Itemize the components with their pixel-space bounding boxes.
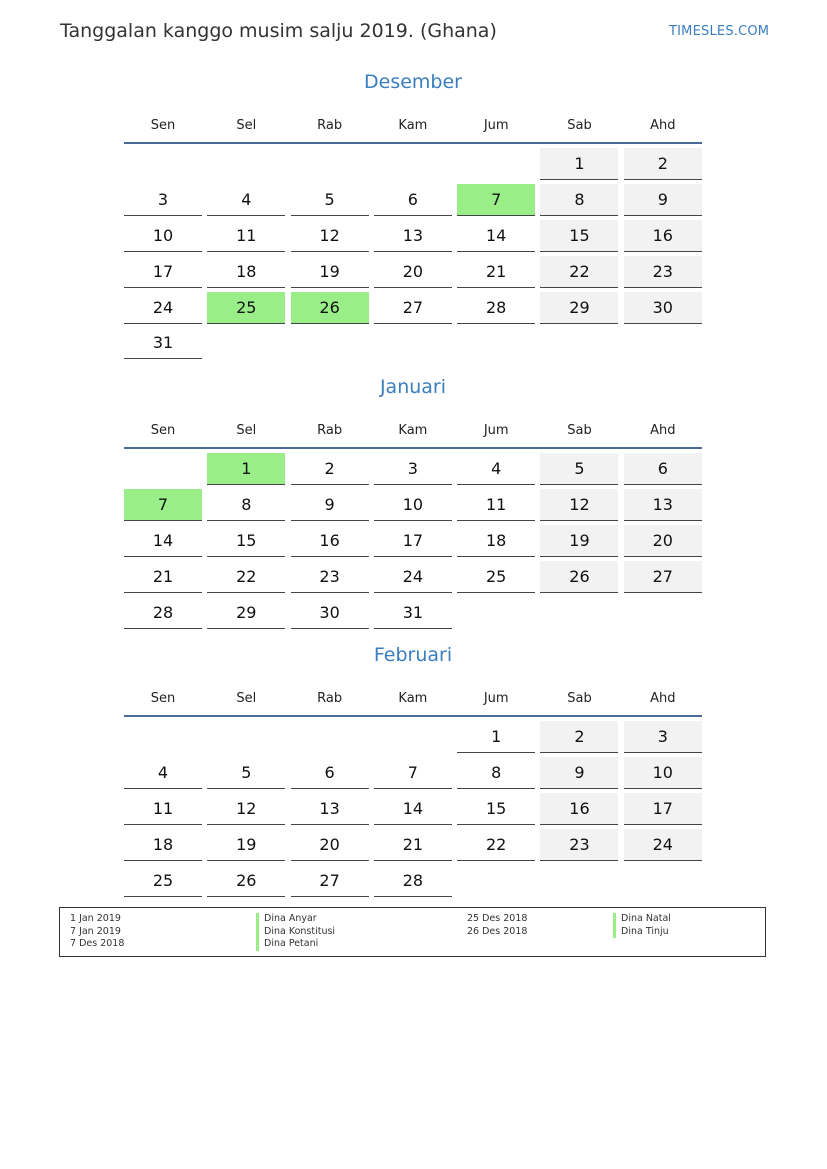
- day-cell: 21: [124, 561, 202, 593]
- day-cell: 15: [540, 220, 618, 252]
- day-cell: 6: [291, 757, 369, 789]
- day-cell: 12: [291, 220, 369, 252]
- day-cell: 2: [624, 148, 702, 180]
- weekday-label: Sen: [150, 422, 176, 438]
- week-row: [124, 721, 702, 753]
- day-cell: 28: [124, 597, 202, 629]
- legend-holiday-name: Dina Konstitusi: [256, 926, 335, 939]
- empty-day-cell: [374, 148, 452, 180]
- empty-day-cell: [374, 327, 452, 359]
- day-cell: 17: [124, 256, 202, 288]
- day-cell: 1: [457, 721, 535, 753]
- day-cell: 7: [457, 184, 535, 216]
- day-cell: 8: [207, 489, 285, 521]
- weekday-label: Jum: [483, 422, 509, 438]
- day-cell: 22: [540, 256, 618, 288]
- day-cell: 18: [207, 256, 285, 288]
- day-cell: 16: [540, 793, 618, 825]
- week-row: [124, 148, 702, 180]
- weekday-label: Rab: [317, 690, 343, 706]
- empty-day-cell: [291, 327, 369, 359]
- day-cell: 13: [374, 220, 452, 252]
- legend-date: 7 Jan 2019: [70, 925, 121, 937]
- weekday-label: Sel: [236, 117, 257, 133]
- week-row: [124, 220, 702, 252]
- week-row: [124, 757, 702, 789]
- legend-holiday-name: Dina Natal: [613, 913, 671, 926]
- day-cell: 16: [624, 220, 702, 252]
- month-name: Desember: [364, 71, 462, 93]
- day-cell: 20: [374, 256, 452, 288]
- day-cell: 4: [207, 184, 285, 216]
- weekday-label: Sel: [236, 690, 257, 706]
- empty-day-cell: [457, 865, 535, 897]
- week-row: [124, 256, 702, 288]
- day-cell: 24: [624, 829, 702, 861]
- day-cell: 1: [207, 453, 285, 485]
- day-cell: 26: [291, 292, 369, 324]
- day-cell: 18: [124, 829, 202, 861]
- day-cell: 25: [207, 292, 285, 324]
- weekday-label: Sab: [567, 690, 592, 706]
- day-cell: 1: [540, 148, 618, 180]
- day-cell: 4: [457, 453, 535, 485]
- day-cell: 6: [374, 184, 452, 216]
- day-cell: 5: [540, 453, 618, 485]
- legend-holiday-name: Dina Petani: [256, 938, 335, 951]
- day-cell: 25: [457, 561, 535, 593]
- week-row: [124, 327, 702, 359]
- day-cell: 23: [291, 561, 369, 593]
- weekday-label: Sen: [150, 117, 176, 133]
- day-cell: 30: [624, 292, 702, 324]
- week-row: [124, 561, 702, 593]
- weekday-label: Sab: [567, 117, 592, 133]
- empty-day-cell: [207, 721, 285, 753]
- legend-names-left: [256, 913, 335, 951]
- day-cell: 30: [291, 597, 369, 629]
- day-cell: 22: [207, 561, 285, 593]
- empty-day-cell: [457, 327, 535, 359]
- day-cell: 10: [374, 489, 452, 521]
- day-cell: 18: [457, 525, 535, 557]
- weekday-label: Ahd: [650, 117, 676, 133]
- empty-day-cell: [124, 148, 202, 180]
- weekday-header-row: [124, 677, 702, 717]
- day-cell: 29: [207, 597, 285, 629]
- legend-date: 25 Des 2018: [467, 913, 528, 924]
- day-cell: 27: [624, 561, 702, 593]
- day-cell: 2: [540, 721, 618, 753]
- day-cell: 31: [124, 327, 202, 359]
- weekday-label: Ahd: [650, 422, 676, 438]
- day-cell: 8: [540, 184, 618, 216]
- day-cell: 9: [624, 184, 702, 216]
- day-cell: 24: [374, 561, 452, 593]
- page-title: Tanggalan kanggo musim salju 2019. (Ghana): [60, 20, 497, 42]
- weekday-label: Kam: [398, 690, 428, 706]
- month-name: Januari: [379, 376, 447, 398]
- legend-date: 7 Des 2018: [70, 938, 125, 949]
- day-cell: 20: [291, 829, 369, 861]
- day-cell: 23: [624, 256, 702, 288]
- weekday-label: Jum: [483, 117, 509, 133]
- weekday-label: Jum: [483, 690, 509, 706]
- day-cell: 10: [624, 757, 702, 789]
- week-row: [124, 489, 702, 521]
- legend-dates-left: [70, 913, 124, 951]
- day-cell: 24: [124, 292, 202, 324]
- week-row: [124, 184, 702, 216]
- week-row: [124, 793, 702, 825]
- day-cell: 23: [540, 829, 618, 861]
- weekday-label: Sen: [150, 690, 176, 706]
- day-cell: 17: [624, 793, 702, 825]
- weekday-label: Kam: [398, 117, 428, 133]
- weekday-label: Sel: [236, 422, 257, 438]
- empty-day-cell: [291, 721, 369, 753]
- day-cell: 7: [374, 757, 452, 789]
- day-cell: 31: [374, 597, 452, 629]
- empty-day-cell: [540, 327, 618, 359]
- day-cell: 25: [124, 865, 202, 897]
- empty-day-cell: [624, 327, 702, 359]
- day-cell: 21: [457, 256, 535, 288]
- legend-date: 26 Des 2018: [467, 925, 528, 937]
- month-december: [124, 70, 702, 363]
- empty-day-cell: [291, 148, 369, 180]
- day-cell: 5: [207, 757, 285, 789]
- empty-day-cell: [624, 597, 702, 629]
- empty-day-cell: [374, 721, 452, 753]
- weekday-label: Kam: [398, 422, 428, 438]
- legend-holiday-name: Dina Tinju: [613, 926, 671, 939]
- weekday-label: Sab: [567, 422, 592, 438]
- month-february: [124, 643, 702, 900]
- day-cell: 12: [207, 793, 285, 825]
- legend-date: 1 Jan 2019: [70, 913, 121, 924]
- day-cell: 15: [457, 793, 535, 825]
- week-row: [124, 292, 702, 324]
- day-cell: 5: [291, 184, 369, 216]
- week-row: [124, 525, 702, 557]
- empty-day-cell: [207, 148, 285, 180]
- weekday-label: Ahd: [650, 690, 676, 706]
- day-cell: 17: [374, 525, 452, 557]
- empty-day-cell: [207, 327, 285, 359]
- day-cell: 29: [540, 292, 618, 324]
- day-cell: 28: [374, 865, 452, 897]
- week-row: [124, 597, 702, 629]
- day-cell: 11: [124, 793, 202, 825]
- day-cell: 19: [291, 256, 369, 288]
- day-cell: 9: [540, 757, 618, 789]
- holiday-legend: [59, 907, 766, 957]
- day-cell: 27: [291, 865, 369, 897]
- month-january: [124, 375, 702, 632]
- day-cell: 7: [124, 489, 202, 521]
- day-cell: 19: [540, 525, 618, 557]
- week-row: [124, 453, 702, 485]
- day-cell: 15: [207, 525, 285, 557]
- weekday-label: Rab: [317, 117, 343, 133]
- day-cell: 14: [124, 525, 202, 557]
- day-cell: 14: [374, 793, 452, 825]
- day-cell: 13: [624, 489, 702, 521]
- empty-day-cell: [540, 865, 618, 897]
- day-cell: 21: [374, 829, 452, 861]
- day-cell: 16: [291, 525, 369, 557]
- day-cell: 22: [457, 829, 535, 861]
- day-cell: 20: [624, 525, 702, 557]
- day-cell: 11: [457, 489, 535, 521]
- legend-holiday-name: Dina Anyar: [256, 913, 335, 926]
- day-cell: 28: [457, 292, 535, 324]
- day-cell: 26: [540, 561, 618, 593]
- day-cell: 13: [291, 793, 369, 825]
- week-row: [124, 865, 702, 897]
- week-row: [124, 829, 702, 861]
- day-cell: 3: [374, 453, 452, 485]
- day-cell: 8: [457, 757, 535, 789]
- empty-day-cell: [124, 453, 202, 485]
- day-cell: 9: [291, 489, 369, 521]
- day-cell: 19: [207, 829, 285, 861]
- month-name: Februari: [373, 644, 453, 666]
- day-cell: 3: [124, 184, 202, 216]
- weekday-label: Rab: [317, 422, 343, 438]
- day-cell: 11: [207, 220, 285, 252]
- day-cell: 14: [457, 220, 535, 252]
- day-cell: 4: [124, 757, 202, 789]
- day-cell: 12: [540, 489, 618, 521]
- empty-day-cell: [540, 597, 618, 629]
- weekday-header-row: [124, 409, 702, 449]
- empty-day-cell: [457, 148, 535, 180]
- empty-day-cell: [624, 865, 702, 897]
- day-cell: 2: [291, 453, 369, 485]
- empty-day-cell: [124, 721, 202, 753]
- day-cell: 27: [374, 292, 452, 324]
- day-cell: 10: [124, 220, 202, 252]
- brand-link[interactable]: TIMESLES.COM: [669, 24, 770, 39]
- legend-names-right: [613, 913, 671, 938]
- day-cell: 6: [624, 453, 702, 485]
- legend-dates-right: [467, 913, 527, 938]
- weekday-header-row: [124, 104, 702, 144]
- day-cell: 3: [624, 721, 702, 753]
- empty-day-cell: [457, 597, 535, 629]
- day-cell: 26: [207, 865, 285, 897]
